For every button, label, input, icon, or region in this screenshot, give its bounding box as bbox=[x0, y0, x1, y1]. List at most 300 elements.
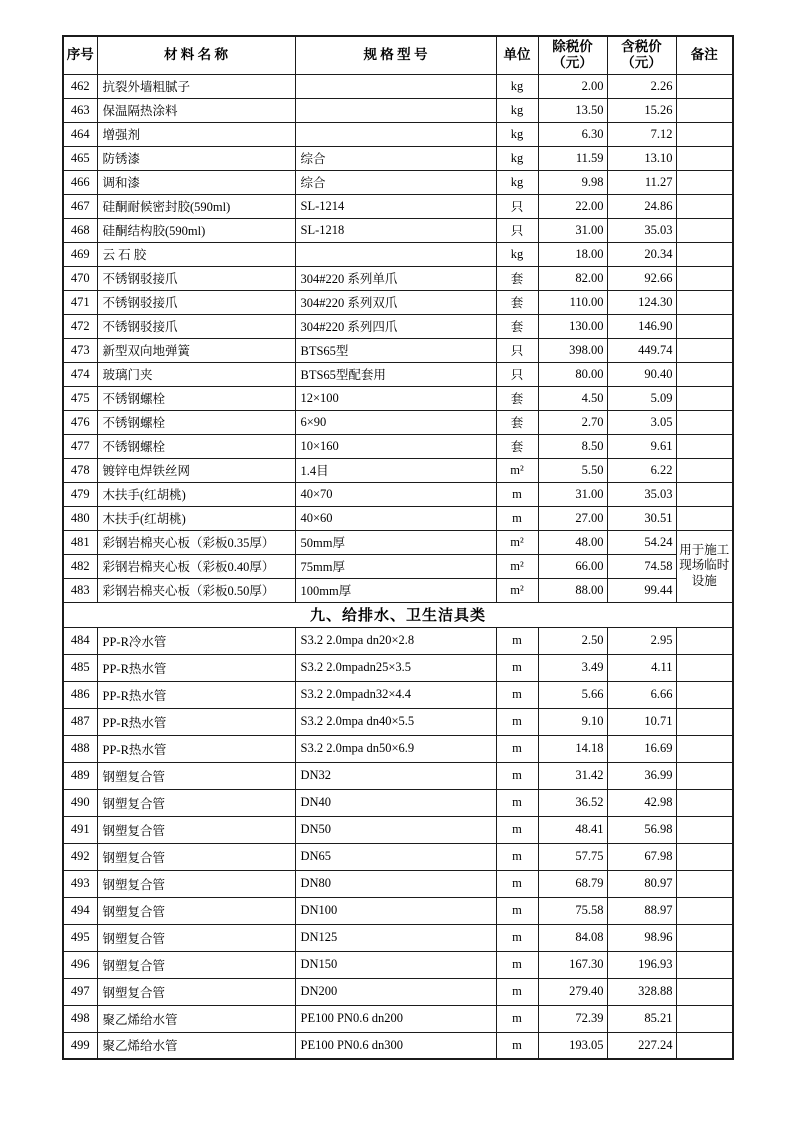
row-number: 494 bbox=[63, 897, 97, 924]
table-row bbox=[63, 762, 733, 789]
section-title: 九、给排水、卫生洁具类 bbox=[63, 602, 733, 627]
price-inc-tax: 10.71 bbox=[607, 708, 676, 735]
table-row bbox=[63, 146, 733, 170]
material-name: 钢塑复合管 bbox=[97, 843, 295, 870]
price-ex-tax: 57.75 bbox=[538, 843, 607, 870]
price-inc-tax: 13.10 bbox=[607, 146, 676, 170]
table-row bbox=[63, 843, 733, 870]
unit: 套 bbox=[496, 386, 538, 410]
price-inc-tax: 35.03 bbox=[607, 218, 676, 242]
remark bbox=[676, 482, 733, 506]
remark bbox=[676, 338, 733, 362]
material-name: 不锈钢驳接爪 bbox=[97, 290, 295, 314]
table-row bbox=[63, 458, 733, 482]
table-row bbox=[63, 627, 733, 654]
spec-model: 304#220 系列四爪 bbox=[295, 314, 496, 338]
remark bbox=[676, 506, 733, 530]
unit: kg bbox=[496, 242, 538, 266]
unit: m bbox=[496, 924, 538, 951]
unit: m bbox=[496, 735, 538, 762]
row-number: 474 bbox=[63, 362, 97, 386]
price-inc-tax: 16.69 bbox=[607, 735, 676, 762]
remark bbox=[676, 708, 733, 735]
remark bbox=[676, 98, 733, 122]
row-number: 478 bbox=[63, 458, 97, 482]
remark bbox=[676, 1005, 733, 1032]
unit: kg bbox=[496, 146, 538, 170]
price-ex-tax: 9.10 bbox=[538, 708, 607, 735]
price-inc-tax-unit-label: （元） bbox=[621, 55, 662, 71]
spec-model bbox=[295, 242, 496, 266]
price-ex-tax: 18.00 bbox=[538, 242, 607, 266]
row-number: 464 bbox=[63, 122, 97, 146]
remark bbox=[676, 266, 733, 290]
unit: m² bbox=[496, 554, 538, 578]
price-inc-tax: 92.66 bbox=[607, 266, 676, 290]
spec-model bbox=[295, 122, 496, 146]
spec-model: 40×70 bbox=[295, 482, 496, 506]
price-inc-tax: 449.74 bbox=[607, 338, 676, 362]
spec-model: DN100 bbox=[295, 897, 496, 924]
unit: m² bbox=[496, 578, 538, 602]
remark bbox=[676, 843, 733, 870]
row-number: 470 bbox=[63, 266, 97, 290]
price-ex-tax: 398.00 bbox=[538, 338, 607, 362]
remark bbox=[676, 924, 733, 951]
unit: 套 bbox=[496, 410, 538, 434]
price-inc-tax: 85.21 bbox=[607, 1005, 676, 1032]
spec-model: SL-1218 bbox=[295, 218, 496, 242]
price-inc-tax: 35.03 bbox=[607, 482, 676, 506]
price-inc-tax: 146.90 bbox=[607, 314, 676, 338]
unit: m bbox=[496, 1032, 538, 1059]
material-name: 不锈钢螺栓 bbox=[97, 434, 295, 458]
remark bbox=[676, 735, 733, 762]
price-ex-tax: 5.50 bbox=[538, 458, 607, 482]
price-inc-tax: 36.99 bbox=[607, 762, 676, 789]
price-ex-tax: 9.98 bbox=[538, 170, 607, 194]
table-row bbox=[63, 1005, 733, 1032]
spec-model: 12×100 bbox=[295, 386, 496, 410]
price-ex-tax: 3.49 bbox=[538, 654, 607, 681]
spec-model: S3.2 2.0mpa dn50×6.9 bbox=[295, 735, 496, 762]
price-ex-tax: 31.00 bbox=[538, 218, 607, 242]
material-name: PP-R热水管 bbox=[97, 654, 295, 681]
table-row bbox=[63, 578, 733, 602]
unit: m bbox=[496, 627, 538, 654]
material-name: PP-R热水管 bbox=[97, 708, 295, 735]
unit: kg bbox=[496, 122, 538, 146]
spec-model: DN200 bbox=[295, 978, 496, 1005]
header-col-material-name: 材 料 名 称 bbox=[97, 36, 295, 74]
material-name: 钢塑复合管 bbox=[97, 870, 295, 897]
material-name: 钢塑复合管 bbox=[97, 816, 295, 843]
price-inc-tax: 7.12 bbox=[607, 122, 676, 146]
unit: m bbox=[496, 681, 538, 708]
spec-model: 1.4目 bbox=[295, 458, 496, 482]
price-ex-tax: 72.39 bbox=[538, 1005, 607, 1032]
table-row bbox=[63, 362, 733, 386]
spec-model: SL-1214 bbox=[295, 194, 496, 218]
price-inc-tax: 80.97 bbox=[607, 870, 676, 897]
unit: m bbox=[496, 816, 538, 843]
price-ex-tax: 14.18 bbox=[538, 735, 607, 762]
material-name: 木扶手(红胡桃) bbox=[97, 482, 295, 506]
unit: m bbox=[496, 870, 538, 897]
remark bbox=[676, 362, 733, 386]
remark bbox=[676, 458, 733, 482]
price-inc-tax: 2.26 bbox=[607, 74, 676, 98]
spec-model: DN50 bbox=[295, 816, 496, 843]
row-number: 482 bbox=[63, 554, 97, 578]
remark bbox=[676, 762, 733, 789]
price-inc-tax: 328.88 bbox=[607, 978, 676, 1005]
table-row bbox=[63, 530, 733, 554]
material-name: 钢塑复合管 bbox=[97, 978, 295, 1005]
row-number: 473 bbox=[63, 338, 97, 362]
material-name: 硅酮耐候密封胶(590ml) bbox=[97, 194, 295, 218]
material-name: 保温隔热涂料 bbox=[97, 98, 295, 122]
spec-model: BTS65型配套用 bbox=[295, 362, 496, 386]
unit: m bbox=[496, 654, 538, 681]
price-ex-tax: 75.58 bbox=[538, 897, 607, 924]
row-number: 481 bbox=[63, 530, 97, 554]
price-inc-tax: 98.96 bbox=[607, 924, 676, 951]
row-number: 480 bbox=[63, 506, 97, 530]
unit: kg bbox=[496, 170, 538, 194]
row-number: 483 bbox=[63, 578, 97, 602]
spec-model: S3.2 2.0mpa dn40×5.5 bbox=[295, 708, 496, 735]
remark bbox=[676, 897, 733, 924]
row-number: 463 bbox=[63, 98, 97, 122]
price-ex-tax: 27.00 bbox=[538, 506, 607, 530]
row-number: 467 bbox=[63, 194, 97, 218]
price-ex-tax: 31.00 bbox=[538, 482, 607, 506]
remark bbox=[676, 218, 733, 242]
table-row bbox=[63, 122, 733, 146]
unit: m bbox=[496, 482, 538, 506]
price-inc-tax: 227.24 bbox=[607, 1032, 676, 1059]
header-col-price-ex-tax bbox=[538, 36, 607, 74]
remark bbox=[676, 789, 733, 816]
spec-model: 75mm厚 bbox=[295, 554, 496, 578]
price-inc-tax: 11.27 bbox=[607, 170, 676, 194]
price-inc-tax: 3.05 bbox=[607, 410, 676, 434]
price-inc-tax: 4.11 bbox=[607, 654, 676, 681]
spec-model: 40×60 bbox=[295, 506, 496, 530]
material-name: 云 石 胶 bbox=[97, 242, 295, 266]
spec-model bbox=[295, 74, 496, 98]
row-number: 489 bbox=[63, 762, 97, 789]
remark bbox=[676, 654, 733, 681]
spec-model: DN150 bbox=[295, 951, 496, 978]
table-row bbox=[63, 266, 733, 290]
table-row bbox=[63, 816, 733, 843]
price-ex-tax: 110.00 bbox=[538, 290, 607, 314]
remark bbox=[676, 434, 733, 458]
price-ex-tax: 31.42 bbox=[538, 762, 607, 789]
price-inc-tax: 56.98 bbox=[607, 816, 676, 843]
row-number: 476 bbox=[63, 410, 97, 434]
spec-model: S3.2 2.0mpadn32×4.4 bbox=[295, 681, 496, 708]
remark bbox=[676, 386, 733, 410]
price-ex-tax: 193.05 bbox=[538, 1032, 607, 1059]
remark bbox=[676, 74, 733, 98]
material-name: 聚乙烯给水管 bbox=[97, 1005, 295, 1032]
table-row bbox=[63, 482, 733, 506]
remark bbox=[676, 122, 733, 146]
price-inc-tax: 9.61 bbox=[607, 434, 676, 458]
spec-model: DN32 bbox=[295, 762, 496, 789]
header-col-price-inc-tax bbox=[607, 36, 676, 74]
spec-model: 50mm厚 bbox=[295, 530, 496, 554]
table-row bbox=[63, 506, 733, 530]
row-number: 484 bbox=[63, 627, 97, 654]
table-row bbox=[63, 870, 733, 897]
table-row bbox=[63, 410, 733, 434]
price-inc-tax: 20.34 bbox=[607, 242, 676, 266]
price-inc-tax: 24.86 bbox=[607, 194, 676, 218]
spec-model: PE100 PN0.6 dn300 bbox=[295, 1032, 496, 1059]
header-col-no: 序号 bbox=[63, 36, 97, 74]
price-ex-tax-unit-label: （元） bbox=[552, 55, 593, 71]
spec-model: 综合 bbox=[295, 170, 496, 194]
material-name: 不锈钢螺栓 bbox=[97, 410, 295, 434]
header-col-remark: 备注 bbox=[676, 36, 733, 74]
unit: kg bbox=[496, 98, 538, 122]
price-ex-tax: 68.79 bbox=[538, 870, 607, 897]
spec-model: 304#220 系列双爪 bbox=[295, 290, 496, 314]
price-inc-tax-label: 含税价 bbox=[621, 39, 662, 55]
table-row bbox=[63, 654, 733, 681]
row-number: 492 bbox=[63, 843, 97, 870]
remark bbox=[676, 146, 733, 170]
price-ex-tax: 4.50 bbox=[538, 386, 607, 410]
material-name: 新型双向地弹簧 bbox=[97, 338, 295, 362]
remark bbox=[676, 1032, 733, 1059]
unit: m² bbox=[496, 530, 538, 554]
material-name: 调和漆 bbox=[97, 170, 295, 194]
price-inc-tax: 6.66 bbox=[607, 681, 676, 708]
remark: 用于施工现场临时设施 bbox=[676, 530, 733, 602]
material-name: 钢塑复合管 bbox=[97, 897, 295, 924]
unit: m bbox=[496, 978, 538, 1005]
table-row bbox=[63, 735, 733, 762]
header-row bbox=[63, 36, 733, 74]
material-name: 钢塑复合管 bbox=[97, 951, 295, 978]
remark bbox=[676, 170, 733, 194]
remark bbox=[676, 290, 733, 314]
price-ex-tax: 80.00 bbox=[538, 362, 607, 386]
table-row bbox=[63, 897, 733, 924]
material-name: 钢塑复合管 bbox=[97, 789, 295, 816]
material-name: 钢塑复合管 bbox=[97, 762, 295, 789]
material-name: 钢塑复合管 bbox=[97, 924, 295, 951]
row-number: 462 bbox=[63, 74, 97, 98]
price-ex-tax: 88.00 bbox=[538, 578, 607, 602]
unit: m bbox=[496, 1005, 538, 1032]
price-inc-tax: 30.51 bbox=[607, 506, 676, 530]
material-name: 增强剂 bbox=[97, 122, 295, 146]
row-number: 496 bbox=[63, 951, 97, 978]
row-number: 468 bbox=[63, 218, 97, 242]
price-ex-tax: 8.50 bbox=[538, 434, 607, 458]
price-inc-tax: 2.95 bbox=[607, 627, 676, 654]
unit: m² bbox=[496, 458, 538, 482]
price-ex-tax: 13.50 bbox=[538, 98, 607, 122]
table-row bbox=[63, 789, 733, 816]
unit: m bbox=[496, 843, 538, 870]
unit: 只 bbox=[496, 194, 538, 218]
spec-model: S3.2 2.0mpa dn20×2.8 bbox=[295, 627, 496, 654]
price-ex-tax: 279.40 bbox=[538, 978, 607, 1005]
table-row bbox=[63, 218, 733, 242]
price-ex-tax-label: 除税价 bbox=[552, 39, 593, 55]
row-number: 493 bbox=[63, 870, 97, 897]
remark bbox=[676, 410, 733, 434]
table-row bbox=[63, 1032, 733, 1059]
table-row bbox=[63, 924, 733, 951]
spec-model bbox=[295, 98, 496, 122]
price-ex-tax: 167.30 bbox=[538, 951, 607, 978]
unit: 只 bbox=[496, 338, 538, 362]
price-ex-tax: 6.30 bbox=[538, 122, 607, 146]
remark bbox=[676, 951, 733, 978]
table-row bbox=[63, 434, 733, 458]
unit: m bbox=[496, 506, 538, 530]
unit: 只 bbox=[496, 218, 538, 242]
material-name: 不锈钢驳接爪 bbox=[97, 266, 295, 290]
row-number: 465 bbox=[63, 146, 97, 170]
unit: 套 bbox=[496, 266, 538, 290]
price-ex-tax: 5.66 bbox=[538, 681, 607, 708]
price-inc-tax: 54.24 bbox=[607, 530, 676, 554]
header-col-spec-model: 规 格 型 号 bbox=[295, 36, 496, 74]
material-name: 彩钢岩棉夹心板（彩板0.40厚） bbox=[97, 554, 295, 578]
spec-model: 100mm厚 bbox=[295, 578, 496, 602]
unit: m bbox=[496, 708, 538, 735]
price-ex-tax: 130.00 bbox=[538, 314, 607, 338]
material-name: 玻璃门夹 bbox=[97, 362, 295, 386]
table-row bbox=[63, 242, 733, 266]
price-ex-tax: 66.00 bbox=[538, 554, 607, 578]
material-name: 不锈钢驳接爪 bbox=[97, 314, 295, 338]
price-ex-tax: 11.59 bbox=[538, 146, 607, 170]
spec-model: DN125 bbox=[295, 924, 496, 951]
row-number: 485 bbox=[63, 654, 97, 681]
price-ex-tax: 84.08 bbox=[538, 924, 607, 951]
row-number: 466 bbox=[63, 170, 97, 194]
table-body bbox=[63, 74, 733, 1059]
spec-model: DN40 bbox=[295, 789, 496, 816]
price-inc-tax: 74.58 bbox=[607, 554, 676, 578]
row-number: 490 bbox=[63, 789, 97, 816]
row-number: 477 bbox=[63, 434, 97, 458]
row-number: 479 bbox=[63, 482, 97, 506]
price-ex-tax: 22.00 bbox=[538, 194, 607, 218]
row-number: 472 bbox=[63, 314, 97, 338]
unit: m bbox=[496, 951, 538, 978]
table-row bbox=[63, 74, 733, 98]
table-row bbox=[63, 98, 733, 122]
material-name: 镀锌电焊铁丝网 bbox=[97, 458, 295, 482]
table-row bbox=[63, 978, 733, 1005]
material-name: PP-R冷水管 bbox=[97, 627, 295, 654]
price-inc-tax: 99.44 bbox=[607, 578, 676, 602]
price-inc-tax: 88.97 bbox=[607, 897, 676, 924]
price-ex-tax: 82.00 bbox=[538, 266, 607, 290]
material-name: 彩钢岩棉夹心板（彩板0.50厚） bbox=[97, 578, 295, 602]
remark bbox=[676, 242, 733, 266]
price-inc-tax: 67.98 bbox=[607, 843, 676, 870]
row-number: 471 bbox=[63, 290, 97, 314]
spec-model: 304#220 系列单爪 bbox=[295, 266, 496, 290]
unit: 套 bbox=[496, 290, 538, 314]
row-number: 469 bbox=[63, 242, 97, 266]
unit: m bbox=[496, 762, 538, 789]
price-inc-tax: 124.30 bbox=[607, 290, 676, 314]
table-row bbox=[63, 194, 733, 218]
price-ex-tax: 48.00 bbox=[538, 530, 607, 554]
spec-model: 10×160 bbox=[295, 434, 496, 458]
price-ex-tax: 2.50 bbox=[538, 627, 607, 654]
table-row bbox=[63, 708, 733, 735]
table-row bbox=[63, 290, 733, 314]
spec-model: 综合 bbox=[295, 146, 496, 170]
remark bbox=[676, 978, 733, 1005]
unit: 套 bbox=[496, 434, 538, 458]
table-header bbox=[63, 36, 733, 74]
row-number: 499 bbox=[63, 1032, 97, 1059]
table-row bbox=[63, 386, 733, 410]
row-number: 488 bbox=[63, 735, 97, 762]
material-name: 抗裂外墙粗腻子 bbox=[97, 74, 295, 98]
material-name: PP-R热水管 bbox=[97, 735, 295, 762]
price-ex-tax: 36.52 bbox=[538, 789, 607, 816]
remark bbox=[676, 816, 733, 843]
row-number: 475 bbox=[63, 386, 97, 410]
row-number: 498 bbox=[63, 1005, 97, 1032]
row-number: 491 bbox=[63, 816, 97, 843]
unit: 套 bbox=[496, 314, 538, 338]
spec-model: 6×90 bbox=[295, 410, 496, 434]
spec-model: PE100 PN0.6 dn200 bbox=[295, 1005, 496, 1032]
remark bbox=[676, 314, 733, 338]
table-row bbox=[63, 170, 733, 194]
table-row bbox=[63, 951, 733, 978]
price-inc-tax: 196.93 bbox=[607, 951, 676, 978]
price-ex-tax: 2.70 bbox=[538, 410, 607, 434]
header-col-unit: 单位 bbox=[496, 36, 538, 74]
spec-model: DN80 bbox=[295, 870, 496, 897]
row-number: 497 bbox=[63, 978, 97, 1005]
price-ex-tax: 48.41 bbox=[538, 816, 607, 843]
table-row bbox=[63, 338, 733, 362]
table-row bbox=[63, 554, 733, 578]
spec-model: DN65 bbox=[295, 843, 496, 870]
unit: kg bbox=[496, 74, 538, 98]
spec-model: S3.2 2.0mpadn25×3.5 bbox=[295, 654, 496, 681]
spec-model: BTS65型 bbox=[295, 338, 496, 362]
material-name: 不锈钢螺栓 bbox=[97, 386, 295, 410]
remark bbox=[676, 194, 733, 218]
price-ex-tax: 2.00 bbox=[538, 74, 607, 98]
remark bbox=[676, 627, 733, 654]
row-number: 495 bbox=[63, 924, 97, 951]
material-price-table bbox=[62, 35, 734, 1060]
unit: m bbox=[496, 897, 538, 924]
material-name: 防锈漆 bbox=[97, 146, 295, 170]
